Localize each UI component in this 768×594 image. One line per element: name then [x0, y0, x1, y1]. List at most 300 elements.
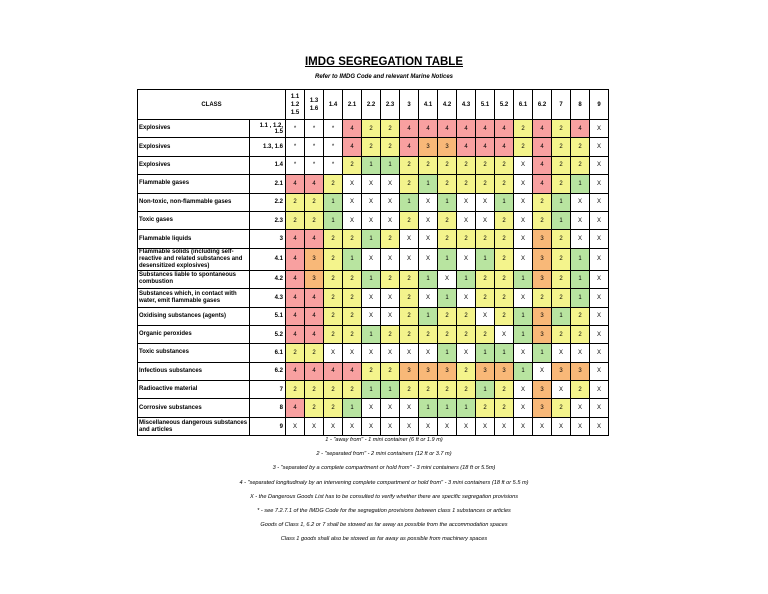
segregation-cell: X	[514, 381, 533, 399]
segregation-cell: 4	[438, 120, 457, 138]
segregation-cell: X	[495, 417, 514, 435]
segregation-cell: 2	[419, 156, 438, 174]
segregation-cell: X	[381, 175, 400, 193]
row-class-name: Radioactive material	[138, 381, 250, 399]
segregation-cell: X	[590, 138, 609, 156]
segregation-cell: 4	[305, 289, 324, 307]
segregation-cell: X	[457, 248, 476, 270]
segregation-cell: 2	[381, 230, 400, 248]
segregation-cell: X	[514, 399, 533, 417]
row-class-code: 2.2	[250, 193, 286, 211]
segregation-cell: 2	[476, 175, 495, 193]
segregation-cell: 4	[533, 120, 552, 138]
segregation-cell: 1	[362, 325, 381, 343]
segregation-cell: 4	[305, 175, 324, 193]
row-class-name: Toxic substances	[138, 344, 250, 362]
row-class-code: 9	[250, 417, 286, 435]
segregation-cell: 3	[533, 248, 552, 270]
segregation-cell: 4	[286, 362, 305, 380]
table-row	[138, 120, 609, 138]
segregation-cell: 2	[476, 156, 495, 174]
segregation-cell: X	[514, 344, 533, 362]
segregation-cell: 3	[438, 138, 457, 156]
segregation-cell: X	[419, 344, 438, 362]
segregation-cell: 2	[457, 156, 476, 174]
segregation-cell: 1	[514, 362, 533, 380]
segregation-cell: 3	[533, 399, 552, 417]
segregation-cell: 2	[419, 325, 438, 343]
table-row	[138, 211, 609, 229]
segregation-cell: 2	[362, 362, 381, 380]
segregation-cell: 4	[400, 138, 419, 156]
segregation-cell: 1	[457, 270, 476, 288]
segregation-cell: 2	[381, 120, 400, 138]
row-class-code: 6.2	[250, 362, 286, 380]
segregation-cell: X	[381, 307, 400, 325]
class-header: CLASS	[138, 90, 286, 120]
segregation-cell: X	[381, 344, 400, 362]
segregation-cell: X	[590, 289, 609, 307]
segregation-cell: 2	[571, 156, 590, 174]
segregation-cell: 1	[419, 399, 438, 417]
segregation-cell: 2	[495, 248, 514, 270]
segregation-cell: X	[400, 399, 419, 417]
segregation-cell: X	[419, 230, 438, 248]
segregation-cell: 2	[514, 120, 533, 138]
segregation-cell: X	[571, 344, 590, 362]
segregation-cell: *	[286, 138, 305, 156]
segregation-cell: X	[362, 344, 381, 362]
segregation-cell: 2	[495, 289, 514, 307]
segregation-cell: 2	[495, 270, 514, 288]
segregation-cell: 2	[533, 193, 552, 211]
segregation-cell: 1	[362, 230, 381, 248]
segregation-cell: 1	[419, 175, 438, 193]
segregation-cell: X	[362, 193, 381, 211]
row-class-code: 6.1	[250, 344, 286, 362]
segregation-cell: 4	[343, 138, 362, 156]
segregation-cell: 1	[343, 248, 362, 270]
segregation-cell: 2	[286, 211, 305, 229]
segregation-cell: 2	[324, 307, 343, 325]
segregation-cell: X	[362, 399, 381, 417]
segregation-cell: 2	[457, 362, 476, 380]
table-header-row	[138, 90, 609, 120]
segregation-cell: X	[457, 193, 476, 211]
segregation-cell: X	[514, 156, 533, 174]
column-header: 2.3	[381, 90, 400, 120]
segregation-cell: X	[400, 344, 419, 362]
column-header: 2.2	[362, 90, 381, 120]
column-header: 8	[571, 90, 590, 120]
row-class-code: 8	[250, 399, 286, 417]
segregation-cell: 3	[533, 381, 552, 399]
note-line: 3 - "separated by a complete compartment or hold from" - 3 mini containers (18 ft or 5.5m)	[272, 465, 496, 472]
row-class-name: Substances which, in contact with water, emit flammable gases	[138, 289, 250, 307]
column-header: 9	[590, 90, 609, 120]
segregation-cell: 2	[495, 211, 514, 229]
segregation-cell: 1	[381, 156, 400, 174]
segregation-cell: X	[343, 417, 362, 435]
segregation-cell: X	[552, 344, 571, 362]
note-line: 2 - "separated from" - 2 mini containers (12 ft or 3.7 m)	[316, 451, 452, 458]
segregation-cell: 4	[286, 399, 305, 417]
segregation-cell: 4	[419, 120, 438, 138]
row-class-code: 2.1	[250, 175, 286, 193]
segregation-cell: X	[381, 211, 400, 229]
segregation-cell: X	[457, 344, 476, 362]
segregation-cell: 3	[495, 362, 514, 380]
column-header: 1.3 1.6	[305, 90, 324, 120]
segregation-cell: 4	[343, 120, 362, 138]
segregation-cell: X	[476, 193, 495, 211]
note-line: 4 - "separated longitudinaly by an intervening complete compartment or hold from" - 3 mini containers (18 ft or 5.5 m)	[239, 479, 529, 486]
segregation-cell: 1	[495, 344, 514, 362]
segregation-cell: 3	[305, 270, 324, 288]
segregation-cell: 2	[571, 381, 590, 399]
segregation-cell: 2	[495, 381, 514, 399]
row-class-code: 1.1 , 1.2, 1.5	[250, 120, 286, 138]
column-header: 4.2	[438, 90, 457, 120]
segregation-cell: 2	[438, 156, 457, 174]
segregation-cell: 1	[514, 307, 533, 325]
segregation-cell: X	[590, 325, 609, 343]
segregation-cell: X	[362, 248, 381, 270]
segregation-cell: 2	[381, 270, 400, 288]
segregation-cell: 1	[362, 270, 381, 288]
segregation-cell: 4	[400, 120, 419, 138]
segregation-cell: 4	[286, 175, 305, 193]
segregation-cell: 2	[495, 156, 514, 174]
segregation-cell: X	[571, 417, 590, 435]
segregation-cell: 2	[286, 381, 305, 399]
segregation-cell: 2	[343, 307, 362, 325]
segregation-cell: 3	[533, 325, 552, 343]
segregation-cell: 1	[324, 211, 343, 229]
row-class-code: 1.4	[250, 156, 286, 174]
segregation-cell: 2	[533, 211, 552, 229]
note-line: Goods of Class 1, 6.2 or 7 shall be stowed as far away as possible from the accommodation spaces	[260, 522, 508, 529]
segregation-cell: 2	[305, 399, 324, 417]
segregation-cell: X	[457, 289, 476, 307]
segregation-cell: X	[343, 344, 362, 362]
segregation-cell: 2	[476, 230, 495, 248]
segregation-cell: X	[476, 417, 495, 435]
row-class-code: 4.1	[250, 248, 286, 270]
segregation-cell: 4	[305, 325, 324, 343]
segregation-cell: X	[457, 211, 476, 229]
segregation-cell: X	[381, 248, 400, 270]
segregation-cell: 4	[457, 138, 476, 156]
column-header: 6.2	[533, 90, 552, 120]
column-header: 1.4	[324, 90, 343, 120]
segregation-cell: 2	[571, 325, 590, 343]
table-row	[138, 230, 609, 248]
segregation-cell: 2	[400, 307, 419, 325]
column-header: 3	[400, 90, 419, 120]
segregation-cell: 1	[571, 270, 590, 288]
segregation-cell: 2	[324, 399, 343, 417]
segregation-cell: 2	[457, 325, 476, 343]
segregation-cell: 2	[476, 325, 495, 343]
segregation-cell: X	[533, 417, 552, 435]
segregation-cell: 2	[286, 193, 305, 211]
segregation-cell: X	[590, 120, 609, 138]
segregation-cell: 2	[400, 156, 419, 174]
segregation-cell: 2	[324, 325, 343, 343]
segregation-cell: X	[476, 307, 495, 325]
segregation-cell: X	[362, 417, 381, 435]
row-class-name: Non-toxic, non-flammable gases	[138, 193, 250, 211]
segregation-cell: 2	[571, 307, 590, 325]
row-class-name: Infectious substances	[138, 362, 250, 380]
column-header: 5.2	[495, 90, 514, 120]
table-row	[138, 289, 609, 307]
table-row	[138, 307, 609, 325]
segregation-cell: X	[419, 193, 438, 211]
segregation-cell: 2	[438, 175, 457, 193]
segregation-cell: 4	[286, 307, 305, 325]
segregation-cell: X	[590, 399, 609, 417]
segregation-cell: 4	[305, 307, 324, 325]
segregation-cell: 4	[457, 120, 476, 138]
segregation-cell: 1	[571, 289, 590, 307]
segregation-cell: 4	[533, 156, 552, 174]
row-class-name: Flammable gases	[138, 175, 250, 193]
row-class-code: 3	[250, 230, 286, 248]
row-class-code: 2.3	[250, 211, 286, 229]
segregation-cell: 2	[457, 175, 476, 193]
segregation-cell: 2	[324, 175, 343, 193]
segregation-cell: 4	[343, 362, 362, 380]
segregation-cell: 4	[495, 138, 514, 156]
segregation-cell: 2	[305, 381, 324, 399]
segregation-cell: X	[419, 417, 438, 435]
segregation-cell: 2	[457, 307, 476, 325]
segregation-cell: 1	[495, 193, 514, 211]
segregation-cell: 2	[438, 307, 457, 325]
segregation-cell: X	[590, 211, 609, 229]
segregation-cell: 4	[324, 362, 343, 380]
segregation-cell: 2	[305, 211, 324, 229]
segregation-cell: 2	[438, 211, 457, 229]
column-header: 2.1	[343, 90, 362, 120]
segregation-cell: X	[400, 230, 419, 248]
segregation-cell: 4	[286, 248, 305, 270]
column-header: 4.3	[457, 90, 476, 120]
segregation-cell: 4	[571, 120, 590, 138]
segregation-cell: X	[419, 289, 438, 307]
table-row	[138, 325, 609, 343]
row-class-code: 5.1	[250, 307, 286, 325]
table-row	[138, 248, 609, 270]
segregation-cell: 1	[514, 270, 533, 288]
segregation-cell: X	[590, 193, 609, 211]
segregation-cell: 2	[343, 381, 362, 399]
segregation-cell: X	[419, 211, 438, 229]
table-row	[138, 399, 609, 417]
segregation-cell: 3	[400, 362, 419, 380]
segregation-cell: X	[457, 417, 476, 435]
segregation-cell: X	[514, 417, 533, 435]
segregation-cell: 3	[438, 362, 457, 380]
segregation-cell: 2	[476, 270, 495, 288]
row-class-name: Oxidising substances (agents)	[138, 307, 250, 325]
segregation-cell: 1	[419, 270, 438, 288]
segregation-cell: X	[362, 211, 381, 229]
segregation-cell: 1	[438, 289, 457, 307]
segregation-cell: 3	[419, 138, 438, 156]
segregation-cell: 4	[533, 138, 552, 156]
segregation-cell: 2	[552, 325, 571, 343]
segregation-cell: X	[362, 307, 381, 325]
segregation-cell: 2	[438, 230, 457, 248]
segregation-cell: X	[590, 270, 609, 288]
segregation-cell: X	[571, 193, 590, 211]
column-header: 6.1	[514, 90, 533, 120]
segregation-cell: 1	[571, 175, 590, 193]
segregation-cell: 2	[400, 381, 419, 399]
page-title: IMDG SEGREGATION TABLE	[304, 56, 464, 68]
segregation-cell: 2	[552, 248, 571, 270]
segregation-cell: X	[381, 193, 400, 211]
segregation-cell: 2	[552, 289, 571, 307]
table-row	[138, 270, 609, 288]
segregation-cell: 1	[457, 399, 476, 417]
segregation-cell: 2	[438, 325, 457, 343]
segregation-cell: 2	[324, 289, 343, 307]
segregation-cell: X	[552, 381, 571, 399]
segregation-cell: 3	[305, 248, 324, 270]
segregation-cell: X	[495, 325, 514, 343]
segregation-cell: X	[286, 417, 305, 435]
segregation-cell: 1	[533, 344, 552, 362]
segregation-cell: X	[381, 289, 400, 307]
segregation-cell: 1	[438, 248, 457, 270]
segregation-cell: 1	[552, 211, 571, 229]
table-row	[138, 193, 609, 211]
row-class-name: Substances liable to spontaneous combustion	[138, 270, 250, 288]
column-header: 4.1	[419, 90, 438, 120]
row-class-name: Miscellaneous dangerous substances and articles	[138, 417, 250, 435]
segregation-cell: X	[514, 193, 533, 211]
row-class-name: Corrosive substances	[138, 399, 250, 417]
segregation-cell: 4	[286, 230, 305, 248]
page-subtitle: Refer to IMDG Code and relevant Marine Notices	[314, 74, 454, 80]
segregation-cell: 1	[362, 381, 381, 399]
legend-notes	[0, 433, 768, 547]
segregation-cell: 2	[476, 289, 495, 307]
segregation-cell: 2	[400, 211, 419, 229]
segregation-cell: 4	[286, 289, 305, 307]
segregation-cell: 4	[305, 230, 324, 248]
segregation-cell: 1	[571, 248, 590, 270]
segregation-cell: 1	[476, 248, 495, 270]
segregation-cell: *	[305, 120, 324, 138]
segregation-cell: X	[419, 248, 438, 270]
segregation-cell: 2	[343, 289, 362, 307]
segregation-cell: 1	[343, 399, 362, 417]
segregation-cell: 1	[381, 381, 400, 399]
segregation-cell: 3	[571, 362, 590, 380]
segregation-cell: 2	[381, 138, 400, 156]
segregation-cell: 2	[533, 289, 552, 307]
segregation-cell: 4	[533, 175, 552, 193]
segregation-cell: *	[305, 138, 324, 156]
segregation-cell: 1	[552, 193, 571, 211]
segregation-cell: 2	[495, 230, 514, 248]
segregation-cell: X	[343, 193, 362, 211]
segregation-table	[137, 89, 609, 436]
segregation-cell: X	[514, 248, 533, 270]
note-line: 1 - "away from" - 1 mini container (6 ft or 1.9 m)	[325, 437, 443, 443]
segregation-cell: 3	[533, 307, 552, 325]
segregation-cell: X	[400, 417, 419, 435]
row-class-name: Explosives	[138, 156, 250, 174]
row-class-code: 7	[250, 381, 286, 399]
segregation-cell: X	[590, 230, 609, 248]
segregation-cell: 2	[286, 344, 305, 362]
column-header: 5.1	[476, 90, 495, 120]
segregation-cell: 2	[495, 175, 514, 193]
segregation-cell: X	[438, 270, 457, 288]
segregation-cell: 1	[362, 156, 381, 174]
segregation-cell: 2	[495, 307, 514, 325]
segregation-cell: X	[514, 230, 533, 248]
segregation-cell: 2	[457, 381, 476, 399]
note-line: * - see 7.2.7.1 of the IMDG Code for the segregation provisions between class 1 substances or articles	[257, 507, 511, 514]
segregation-cell: 2	[343, 230, 362, 248]
segregation-cell: X	[514, 289, 533, 307]
segregation-cell: *	[324, 156, 343, 174]
segregation-cell: 2	[495, 399, 514, 417]
segregation-cell: X	[571, 399, 590, 417]
segregation-cell: X	[343, 211, 362, 229]
note-line: Class 1 goods shall also be stowed as far away as possible from machinery spaces	[280, 536, 488, 543]
segregation-cell: 1	[324, 193, 343, 211]
segregation-cell: X	[590, 248, 609, 270]
segregation-cell: X	[590, 362, 609, 380]
table-row	[138, 381, 609, 399]
segregation-cell: 2	[400, 270, 419, 288]
segregation-cell: 2	[343, 270, 362, 288]
table-row	[138, 156, 609, 174]
segregation-cell: 2	[343, 325, 362, 343]
segregation-cell: X	[590, 156, 609, 174]
segregation-cell: 2	[324, 381, 343, 399]
segregation-cell: X	[362, 289, 381, 307]
segregation-cell: X	[476, 211, 495, 229]
row-class-name: Explosives	[138, 138, 250, 156]
segregation-cell: 4	[495, 120, 514, 138]
segregation-cell: *	[324, 120, 343, 138]
segregation-cell: *	[324, 138, 343, 156]
segregation-cell: 1	[400, 193, 419, 211]
segregation-cell: X	[514, 175, 533, 193]
segregation-cell: 2	[552, 399, 571, 417]
segregation-cell: X	[514, 211, 533, 229]
segregation-cell: 2	[552, 175, 571, 193]
row-class-code: 5.2	[250, 325, 286, 343]
segregation-cell: 2	[552, 230, 571, 248]
segregation-cell: 2	[381, 325, 400, 343]
row-class-code: 4.3	[250, 289, 286, 307]
segregation-cell: 2	[552, 138, 571, 156]
segregation-cell: X	[324, 417, 343, 435]
segregation-cell: 2	[362, 138, 381, 156]
segregation-cell: 4	[476, 120, 495, 138]
segregation-cell: 3	[533, 270, 552, 288]
